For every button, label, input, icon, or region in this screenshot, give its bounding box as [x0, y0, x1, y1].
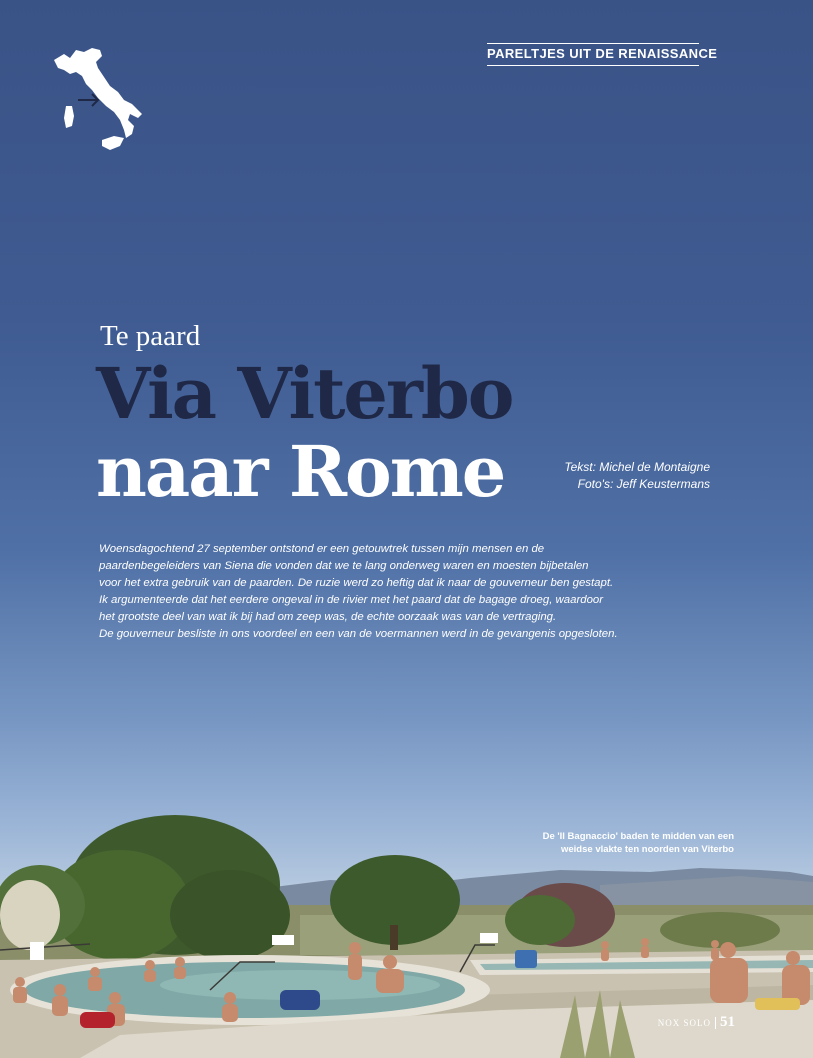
text-credit: Tekst: Michel de Montaigne: [564, 460, 710, 474]
caption-line: De 'Il Bagnaccio' baden te midden van een: [542, 831, 734, 842]
intro-paragraph: [99, 541, 659, 643]
photo-caption: [543, 830, 734, 856]
kicker: Te paard: [100, 320, 201, 352]
intro-line: Ik argumenteerde dat het eerdere ongeval in de rivier met het paard dat de bagage droeg, waardoor: [99, 594, 604, 606]
section-label: PARELTJES UIT DE RENAISSANCE: [487, 46, 718, 61]
magazine-name: NOX SOLO: [657, 1018, 711, 1028]
page-number: 51: [720, 1014, 735, 1030]
caption-line: weidse vlakte ten noorden van Viterbo: [561, 844, 734, 855]
intro-line: Woensdagochtend 27 september ontstond er een getouwtrek tussen mijn mensen en de: [99, 543, 545, 555]
credits: [564, 459, 710, 493]
section-rule-top: [487, 43, 699, 44]
folio: [658, 1014, 735, 1031]
title-line-1: Via Viterbo: [96, 352, 513, 435]
title-line-2: naar Rome: [96, 430, 505, 513]
intro-line: De gouverneur besliste in ons voordeel en een van de voermannen werd in de gevangenis opgesloten.: [99, 628, 618, 640]
photo-credit: Foto's: Jeff Keustermans: [577, 477, 710, 491]
folio-divider: [715, 1017, 716, 1029]
section-rule-bottom: [487, 65, 699, 66]
intro-line: paardenbegeleiders van Siena die vonden dat we te lang onderweg waren en moesten bijbetalen: [99, 560, 589, 572]
intro-line: voor het extra gebruik van de paarden. De ruzie werd zo heftig dat ik naar de gouverneur ben gestapt.: [99, 577, 614, 589]
italy-map-arrow-icon: [50, 46, 150, 158]
intro-line: het grootste deel van wat ik bij had om zeep was, de echte oorzaak was van de vertraging.: [99, 611, 557, 623]
